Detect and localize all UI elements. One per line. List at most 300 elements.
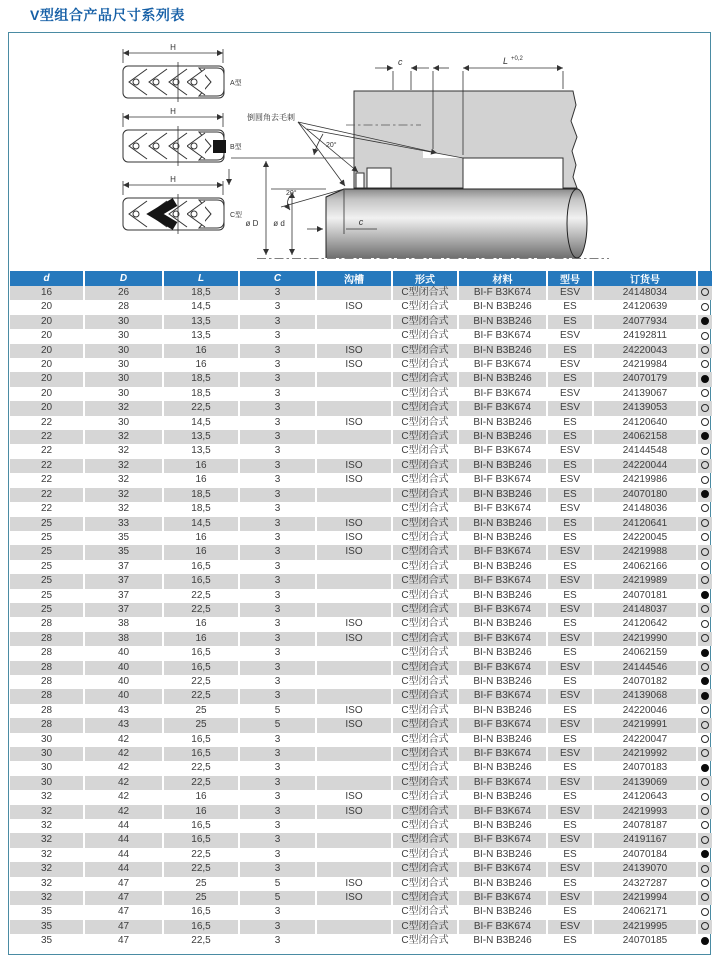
table-row xyxy=(10,747,712,761)
cell: 5 xyxy=(239,718,316,732)
cell: ESV xyxy=(547,401,593,415)
stock-dot-cell xyxy=(697,632,712,646)
open-dot-icon xyxy=(701,922,709,930)
cell: C型闭合式 xyxy=(392,661,458,675)
cell: 22,5 xyxy=(163,848,239,862)
open-dot-icon xyxy=(701,605,709,613)
stock-dot-cell xyxy=(697,848,712,862)
cell: ISO xyxy=(316,473,392,487)
cell: 47 xyxy=(84,934,163,948)
cell: 24078187 xyxy=(593,819,697,833)
stock-dot-cell xyxy=(697,776,712,790)
stock-dot-cell xyxy=(697,761,712,775)
cell: ESV xyxy=(547,805,593,819)
cell: C型闭合式 xyxy=(392,920,458,934)
filled-dot-icon xyxy=(701,432,709,440)
cell: 3 xyxy=(239,315,316,329)
cell: 16 xyxy=(163,805,239,819)
cell: ESV xyxy=(547,574,593,588)
cell: 16,5 xyxy=(163,733,239,747)
cell: 32 xyxy=(84,488,163,502)
open-dot-icon xyxy=(701,821,709,829)
cell: C型闭合式 xyxy=(392,617,458,631)
h-dim-label: H xyxy=(170,107,176,116)
cell xyxy=(316,920,392,934)
cell: 20 xyxy=(10,358,84,372)
cell: ESV xyxy=(547,473,593,487)
deburr-note: 倒圆角去毛刺 xyxy=(247,113,295,122)
cell: BI-F B3K674 xyxy=(458,387,547,401)
cell: BI-N B3B246 xyxy=(458,589,547,603)
cell: C型闭合式 xyxy=(392,502,458,516)
cell: 24062159 xyxy=(593,646,697,660)
cell: 3 xyxy=(239,617,316,631)
table-row xyxy=(10,401,712,415)
cell: ESV xyxy=(547,286,593,300)
cell: 47 xyxy=(84,891,163,905)
cell: BI-F B3K674 xyxy=(458,920,547,934)
stock-dot-cell xyxy=(697,416,712,430)
cell: 3 xyxy=(239,459,316,473)
cell: BI-N B3B246 xyxy=(458,733,547,747)
cell: 24219984 xyxy=(593,358,697,372)
cell: 16 xyxy=(163,344,239,358)
cell: C型闭合式 xyxy=(392,473,458,487)
cell: C型闭合式 xyxy=(392,934,458,948)
col-header-d: d xyxy=(10,271,84,286)
cell: 30 xyxy=(10,776,84,790)
cell: C型闭合式 xyxy=(392,344,458,358)
cell: 3 xyxy=(239,574,316,588)
filled-dot-icon xyxy=(701,677,709,685)
cell: 24139067 xyxy=(593,387,697,401)
cell: 44 xyxy=(84,862,163,876)
filled-dot-icon xyxy=(701,591,709,599)
cell: BI-N B3B246 xyxy=(458,315,547,329)
size-table xyxy=(10,271,712,949)
cell: BI-F B3K674 xyxy=(458,545,547,559)
cell: 16 xyxy=(163,790,239,804)
table-row xyxy=(10,790,712,804)
cell: BI-N B3B246 xyxy=(458,344,547,358)
cell: 37 xyxy=(84,603,163,617)
cell: C型闭合式 xyxy=(392,747,458,761)
open-dot-icon xyxy=(701,504,709,512)
cell xyxy=(316,675,392,689)
cell: 3 xyxy=(239,560,316,574)
cell: 18,5 xyxy=(163,387,239,401)
table-header-row xyxy=(10,271,712,286)
table-row xyxy=(10,430,712,444)
cell: BI-N B3B246 xyxy=(458,560,547,574)
cell: 25 xyxy=(10,531,84,545)
cell: ISO xyxy=(316,632,392,646)
cell: 30 xyxy=(10,761,84,775)
cell: ESV xyxy=(547,891,593,905)
housing-section xyxy=(346,91,577,188)
cell: BI-F B3K674 xyxy=(458,286,547,300)
cell: C型闭合式 xyxy=(392,891,458,905)
dim-outer-diameter-label: ø D xyxy=(245,219,259,228)
cell: 28 xyxy=(10,675,84,689)
open-dot-icon xyxy=(701,908,709,916)
cell: BI-N B3B246 xyxy=(458,459,547,473)
cell xyxy=(316,372,392,386)
cell: 16 xyxy=(163,531,239,545)
cell: ISO xyxy=(316,790,392,804)
cell: 30 xyxy=(10,747,84,761)
cell: 37 xyxy=(84,589,163,603)
cell: C型闭合式 xyxy=(392,718,458,732)
cell: 3 xyxy=(239,646,316,660)
stock-dot-cell xyxy=(697,459,712,473)
open-dot-icon xyxy=(701,389,709,397)
cell: 24070179 xyxy=(593,372,697,386)
table-row xyxy=(10,617,712,631)
cell: 32 xyxy=(10,819,84,833)
cell: 13,5 xyxy=(163,329,239,343)
cell: 3 xyxy=(239,905,316,919)
open-dot-icon xyxy=(701,562,709,570)
table-row xyxy=(10,689,712,703)
cell: ES xyxy=(547,459,593,473)
cell: C型闭合式 xyxy=(392,444,458,458)
cell: 14,5 xyxy=(163,517,239,531)
cell: 37 xyxy=(84,574,163,588)
cell: C型闭合式 xyxy=(392,358,458,372)
cell: ES xyxy=(547,819,593,833)
cell: 24062158 xyxy=(593,430,697,444)
cell: 24120642 xyxy=(593,617,697,631)
cell: ES xyxy=(547,300,593,314)
cell: ESV xyxy=(547,776,593,790)
cell: 22,5 xyxy=(163,603,239,617)
angle-label-shaft: 20° xyxy=(286,190,297,197)
stock-dot-cell xyxy=(697,502,712,516)
cell: C型闭合式 xyxy=(392,877,458,891)
cell: BI-N B3B246 xyxy=(458,790,547,804)
header-ring-black xyxy=(213,140,226,153)
cell: ESV xyxy=(547,689,593,703)
cell: 43 xyxy=(84,718,163,732)
table-row xyxy=(10,718,712,732)
stock-dot-cell xyxy=(697,675,712,689)
stock-dot-cell xyxy=(697,833,712,847)
cell xyxy=(316,286,392,300)
filled-dot-icon xyxy=(701,850,709,858)
h-dim-label: H xyxy=(170,175,176,184)
cell: 28 xyxy=(10,661,84,675)
cell: 32 xyxy=(84,444,163,458)
cell: 28 xyxy=(10,632,84,646)
cell: 44 xyxy=(84,833,163,847)
cell: 16,5 xyxy=(163,646,239,660)
technical-drawing xyxy=(9,33,712,271)
stock-dot-cell xyxy=(697,589,712,603)
cell: 24139068 xyxy=(593,689,697,703)
cell: ISO xyxy=(316,344,392,358)
cell: 25 xyxy=(163,891,239,905)
cell: C型闭合式 xyxy=(392,488,458,502)
cell: 16 xyxy=(163,473,239,487)
cell: C型闭合式 xyxy=(392,430,458,444)
cell: 37 xyxy=(84,560,163,574)
stock-dot-cell xyxy=(697,574,712,588)
stock-dot-cell xyxy=(697,603,712,617)
open-dot-icon xyxy=(701,418,709,426)
cell: BI-F B3K674 xyxy=(458,603,547,617)
table-row xyxy=(10,848,712,862)
cell: 16 xyxy=(163,545,239,559)
table-row xyxy=(10,560,712,574)
cell: BI-N B3B246 xyxy=(458,675,547,689)
cell: 32 xyxy=(10,833,84,847)
cell: 32 xyxy=(84,401,163,415)
cell: 47 xyxy=(84,920,163,934)
cell: 5 xyxy=(239,877,316,891)
cell: 3 xyxy=(239,358,316,372)
cell: C型闭合式 xyxy=(392,646,458,660)
cell: 30 xyxy=(84,372,163,386)
cell: 38 xyxy=(84,632,163,646)
open-dot-icon xyxy=(701,778,709,786)
cell: BI-N B3B246 xyxy=(458,704,547,718)
cell: BI-N B3B246 xyxy=(458,531,547,545)
cell: 30 xyxy=(84,315,163,329)
stock-dot-cell xyxy=(697,891,712,905)
cell: 42 xyxy=(84,776,163,790)
cell: 24220043 xyxy=(593,344,697,358)
cell: C型闭合式 xyxy=(392,833,458,847)
dim-c-shaft-label: c xyxy=(358,217,364,227)
open-dot-icon xyxy=(701,519,709,527)
cell: C型闭合式 xyxy=(392,790,458,804)
cell xyxy=(316,776,392,790)
open-dot-icon xyxy=(701,303,709,311)
cell: 16,5 xyxy=(163,819,239,833)
cell: ISO xyxy=(316,531,392,545)
cell: 16 xyxy=(163,617,239,631)
cell: 3 xyxy=(239,747,316,761)
cell: 16,5 xyxy=(163,905,239,919)
cell: 3 xyxy=(239,517,316,531)
cell: 3 xyxy=(239,387,316,401)
cell: 3 xyxy=(239,473,316,487)
col-header-L: L xyxy=(163,271,239,286)
cell xyxy=(316,689,392,703)
cell: ISO xyxy=(316,704,392,718)
cell: ES xyxy=(547,733,593,747)
cell: C型闭合式 xyxy=(392,416,458,430)
cell: C型闭合式 xyxy=(392,329,458,343)
cell: C型闭合式 xyxy=(392,286,458,300)
stock-dot-cell xyxy=(697,617,712,631)
cell: 24220046 xyxy=(593,704,697,718)
cell: 42 xyxy=(84,747,163,761)
cell: ESV xyxy=(547,329,593,343)
cell: 24219991 xyxy=(593,718,697,732)
open-dot-icon xyxy=(701,360,709,368)
cell: 24144546 xyxy=(593,661,697,675)
col-header-材料: 材料 xyxy=(458,271,547,286)
cell: ISO xyxy=(316,891,392,905)
open-dot-icon xyxy=(701,793,709,801)
filled-dot-icon xyxy=(701,937,709,945)
cell: ES xyxy=(547,531,593,545)
cell: BI-N B3B246 xyxy=(458,848,547,862)
cell: ISO xyxy=(316,300,392,314)
cell: ISO xyxy=(316,459,392,473)
cell xyxy=(316,833,392,847)
stock-dot-cell xyxy=(697,387,712,401)
cell: 22,5 xyxy=(163,689,239,703)
cell: 25 xyxy=(10,545,84,559)
table-row xyxy=(10,517,712,531)
cell: 24219986 xyxy=(593,473,697,487)
cell: 3 xyxy=(239,776,316,790)
cell: BI-N B3B246 xyxy=(458,488,547,502)
cell xyxy=(316,747,392,761)
dim-l-label: L xyxy=(503,56,509,66)
cell: 24120639 xyxy=(593,300,697,314)
cell: BI-N B3B246 xyxy=(458,761,547,775)
cell: 30 xyxy=(84,387,163,401)
filled-dot-icon xyxy=(701,317,709,325)
cell: 20 xyxy=(10,372,84,386)
table-row xyxy=(10,344,712,358)
cell xyxy=(316,761,392,775)
filled-dot-icon xyxy=(701,692,709,700)
cell: 28 xyxy=(10,689,84,703)
dim-shaft-diameter-label: ø d xyxy=(273,219,285,228)
cell: C型闭合式 xyxy=(392,862,458,876)
cell xyxy=(316,603,392,617)
seal-type-label: B型 xyxy=(230,144,242,151)
cell: 3 xyxy=(239,689,316,703)
cell: 32 xyxy=(84,430,163,444)
stock-dot-cell xyxy=(697,934,712,948)
cell: 24120641 xyxy=(593,517,697,531)
cell: BI-N B3B246 xyxy=(458,300,547,314)
cell: BI-F B3K674 xyxy=(458,747,547,761)
filled-dot-icon xyxy=(701,649,709,657)
cell: 20 xyxy=(10,387,84,401)
table-row xyxy=(10,300,712,314)
table-row xyxy=(10,531,712,545)
cell: 24220047 xyxy=(593,733,697,747)
cell: 30 xyxy=(84,358,163,372)
cell: BI-F B3K674 xyxy=(458,661,547,675)
cell: BI-F B3K674 xyxy=(458,401,547,415)
stock-dot-cell xyxy=(697,401,712,415)
cell: 16,5 xyxy=(163,920,239,934)
cell: ESV xyxy=(547,920,593,934)
stock-dot-cell xyxy=(697,689,712,703)
cell xyxy=(316,862,392,876)
cell: 42 xyxy=(84,733,163,747)
cell: ESV xyxy=(547,632,593,646)
cell: 28 xyxy=(84,300,163,314)
cell: 20 xyxy=(10,315,84,329)
cell: 24139069 xyxy=(593,776,697,790)
cell: ES xyxy=(547,877,593,891)
cell: 32 xyxy=(84,473,163,487)
cell: BI-N B3B246 xyxy=(458,646,547,660)
cell xyxy=(316,387,392,401)
stock-dot-cell xyxy=(697,358,712,372)
cell xyxy=(316,934,392,948)
cell: C型闭合式 xyxy=(392,545,458,559)
cell: 43 xyxy=(84,704,163,718)
cell: 5 xyxy=(239,891,316,905)
cell: 3 xyxy=(239,848,316,862)
cell: 3 xyxy=(239,401,316,415)
open-dot-icon xyxy=(701,807,709,815)
cell: 24219993 xyxy=(593,805,697,819)
open-dot-icon xyxy=(701,706,709,714)
cell: ES xyxy=(547,517,593,531)
cell: 20 xyxy=(10,401,84,415)
cell: 35 xyxy=(10,905,84,919)
cell: ES xyxy=(547,372,593,386)
cell: 24148034 xyxy=(593,286,697,300)
cell: C型闭合式 xyxy=(392,372,458,386)
stock-dot-cell xyxy=(697,805,712,819)
cell: ISO xyxy=(316,358,392,372)
cell: 25 xyxy=(10,574,84,588)
cell: 3 xyxy=(239,819,316,833)
cell: 40 xyxy=(84,675,163,689)
open-dot-icon xyxy=(701,533,709,541)
open-dot-icon xyxy=(701,548,709,556)
cell: 44 xyxy=(84,819,163,833)
gland-notch-large xyxy=(367,168,391,188)
cell: C型闭合式 xyxy=(392,689,458,703)
cell: 40 xyxy=(84,646,163,660)
cell: C型闭合式 xyxy=(392,531,458,545)
cell: ISO xyxy=(316,545,392,559)
cell: ESV xyxy=(547,603,593,617)
stock-dot-cell xyxy=(697,704,712,718)
cell: BI-N B3B246 xyxy=(458,877,547,891)
cell: 32 xyxy=(84,459,163,473)
cell: 24070183 xyxy=(593,761,697,775)
shaft-section xyxy=(257,189,609,259)
cell: ES xyxy=(547,430,593,444)
cell: 3 xyxy=(239,675,316,689)
cell: 25 xyxy=(163,704,239,718)
cell: BI-N B3B246 xyxy=(458,819,547,833)
cell: 24192811 xyxy=(593,329,697,343)
cell: BI-F B3K674 xyxy=(458,502,547,516)
stock-dot-cell xyxy=(697,819,712,833)
cell: 24148037 xyxy=(593,603,697,617)
stock-dot-cell xyxy=(697,444,712,458)
cell: C型闭合式 xyxy=(392,675,458,689)
seal-type-label: A型 xyxy=(230,80,242,87)
table-row xyxy=(10,733,712,747)
cell: 22,5 xyxy=(163,761,239,775)
cell: ESV xyxy=(547,747,593,761)
cell: 24220044 xyxy=(593,459,697,473)
cell: 35 xyxy=(84,545,163,559)
cell: 24139070 xyxy=(593,862,697,876)
cell: C型闭合式 xyxy=(392,905,458,919)
seal-type-label: C型 xyxy=(230,212,243,219)
cell: 32 xyxy=(84,502,163,516)
stock-dot-cell xyxy=(697,473,712,487)
cell: ISO xyxy=(316,877,392,891)
